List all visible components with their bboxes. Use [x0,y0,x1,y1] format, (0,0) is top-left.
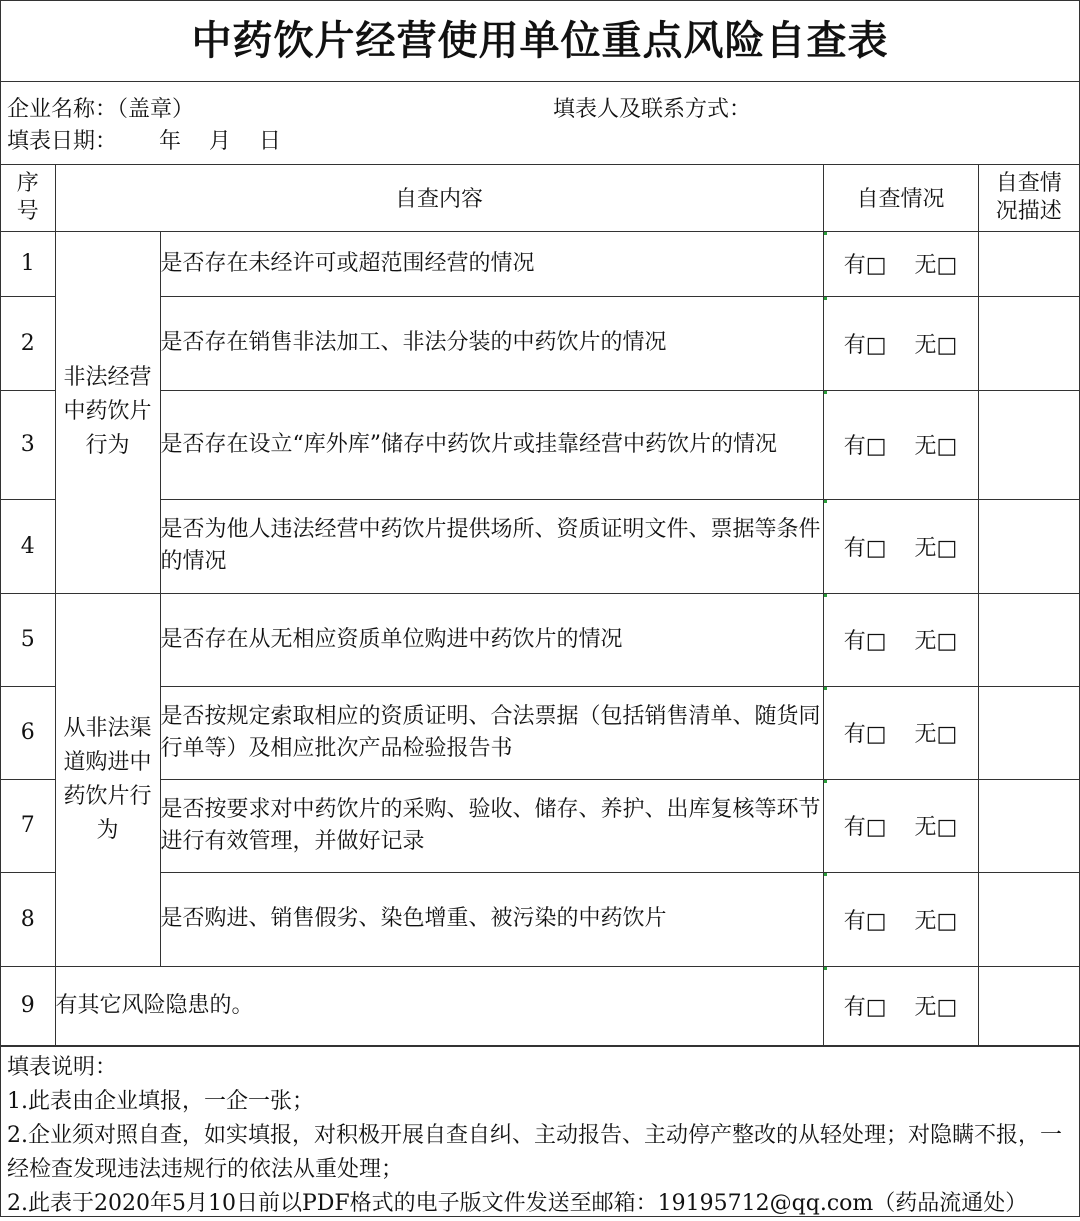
no-checkbox[interactable]: 无□ [914,722,958,747]
fill-date-label: 填表日期： 年 月 日 [7,129,281,154]
row-number: 1 [1,231,55,296]
row-content: 是否存在从无相应资质单位购进中药饮片的情况 [160,593,823,686]
yes-checkbox[interactable]: 有□ [843,253,887,278]
row-description-cell[interactable] [978,499,1079,593]
row-description-cell[interactable] [978,296,1079,390]
header-seq: 序号 [1,165,55,231]
info-block [1,82,1079,165]
row-content: 是否按规定索取相应的资质证明、合法票据（包括销售清单、随货同行单等）及相应批次产品检验报告书 [160,686,823,779]
row-number: 6 [1,686,55,779]
no-checkbox[interactable]: 无□ [914,253,958,278]
no-checkbox[interactable]: 无□ [914,629,958,654]
row-options [823,872,978,966]
row-options [823,966,978,1045]
yes-checkbox[interactable]: 有□ [843,908,887,934]
row-description-cell[interactable] [978,593,1079,686]
row-content: 是否存在未经许可或超范围经营的情况 [160,231,823,296]
row-number: 4 [1,499,55,593]
table-row [1,390,1079,499]
check-table [1,165,1079,1046]
table-header-row [1,165,1079,231]
row-description-cell[interactable] [978,966,1079,1045]
category-illegal-operation: 非法经营中药饮片行为 [55,231,160,593]
table-row [1,499,1079,593]
row-number: 7 [1,779,55,872]
row-description-cell[interactable] [978,686,1079,779]
instruction-2: 2.企业须对照自查，如实填报，对积极开展自查自纠、主动报告、主动停产整改的从轻处理；对隐瞒不报，一经检查发现违法违规行的依法从重处理； [7,1122,1062,1182]
header-status: 自查情况 [823,165,978,231]
row-options [823,593,978,686]
header-content: 自查内容 [55,165,823,231]
row-options [823,779,978,872]
row-description-cell[interactable] [978,779,1079,872]
row-number: 2 [1,296,55,390]
row-content: 是否按要求对中药饮片的采购、验收、储存、养护、出库复核等环节进行有效管理，并做好记录 [160,779,823,872]
yes-checkbox[interactable]: 有□ [843,332,887,358]
yes-checkbox[interactable]: 有□ [843,535,887,561]
no-checkbox[interactable]: 无□ [914,995,958,1020]
row-content: 是否购进、销售假劣、染色增重、被污染的中药饮片 [160,872,823,966]
row-options [823,231,978,296]
row-description-cell[interactable] [978,390,1079,499]
table-row [1,966,1079,1045]
row-content: 是否为他人违法经营中药饮片提供场所、资质证明文件、票据等条件的情况 [160,499,823,593]
table-row [1,686,1079,779]
row-number: 8 [1,872,55,966]
instructions-heading: 填表说明： [7,1054,118,1080]
header-description: 自查情况描述 [978,165,1079,231]
table-row [1,872,1079,966]
no-checkbox[interactable]: 无□ [914,815,958,840]
company-name-label: 企业名称：（盖章） [7,97,195,122]
row-options [823,296,978,390]
category-illegal-channel: 从非法渠道购进中药饮片行为 [55,593,160,966]
row-content: 是否存在设立“库外库”储存中药饮片或挂靠经营中药饮片的情况 [160,390,823,499]
no-checkbox[interactable]: 无□ [914,332,958,358]
row-description-cell[interactable] [978,872,1079,966]
row-number: 3 [1,390,55,499]
table-row [1,296,1079,390]
yes-checkbox[interactable]: 有□ [843,629,887,654]
yes-checkbox[interactable]: 有□ [843,815,887,840]
no-checkbox[interactable]: 无□ [914,535,958,561]
row-content: 有其它风险隐患的。 [55,966,823,1045]
instruction-3: 2.此表于2020年5月10日前以PDF格式的电子版文件发送至邮箱：19195712@qq.com（药品流通处） [7,1190,1028,1216]
row-content: 是否存在销售非法加工、非法分装的中药饮片的情况 [160,296,823,390]
row-number: 9 [1,966,55,1045]
row-options [823,390,978,499]
table-row [1,779,1079,872]
yes-checkbox[interactable]: 有□ [843,995,887,1020]
instructions [1,1046,1079,1221]
no-checkbox[interactable]: 无□ [914,908,958,934]
yes-checkbox[interactable]: 有□ [843,434,887,459]
row-options [823,499,978,593]
filler-contact-label: 填表人及联系方式： [553,97,752,122]
row-number: 5 [1,593,55,686]
row-options [823,686,978,779]
table-row [1,231,1079,296]
form-title: 中药饮片经营使用单位重点风险自查表 [1,1,1079,82]
yes-checkbox[interactable]: 有□ [843,722,887,747]
row-description-cell[interactable] [978,231,1079,296]
instruction-1: 1.此表由企业填报，一企一张； [7,1088,314,1114]
table-row [1,593,1079,686]
no-checkbox[interactable]: 无□ [914,434,958,459]
